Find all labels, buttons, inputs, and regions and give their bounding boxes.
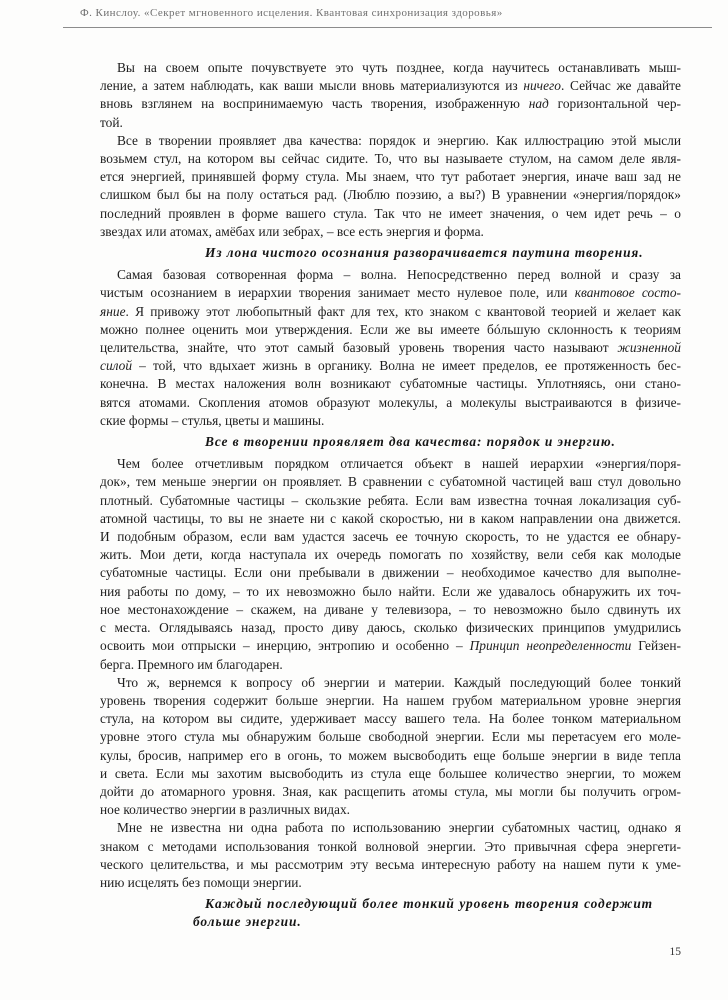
text-line — [100, 114, 681, 132]
text-line — [100, 747, 681, 765]
text-run: Все в творении проявляет два качества: порядок и энергию. Как иллюстрацию этой мысли — [117, 132, 681, 148]
page-number: 15 — [669, 946, 681, 958]
text-run: Все в творении проявляет два качества: порядок и энергию. — [205, 434, 616, 450]
text-line — [100, 765, 681, 783]
text-line — [100, 528, 681, 546]
text-line — [100, 375, 681, 393]
italic-text: квантовое состо- — [574, 285, 682, 301]
pull-quote — [193, 244, 653, 262]
text-line — [100, 492, 681, 510]
text-run: ное количество энергии в различных видах. — [100, 802, 350, 818]
text-run: – той, что вдыхает жизнь в органику. Волна не имеет пределов, ее протяженность бес- — [132, 358, 681, 374]
text-run: ские формы – стулья, цветы и машины. — [100, 412, 325, 428]
text-run: кулы, бросив, например его в огонь, то можем высвободить еще больше энергии в виде тепла — [100, 747, 681, 763]
text-line — [100, 412, 681, 430]
text-run: Мне не известна ни одна работа по использованию энергии субатомных частиц, однако я — [117, 820, 681, 836]
text-line — [100, 564, 681, 582]
pull-quote — [193, 895, 653, 931]
text-line — [193, 895, 653, 913]
italic-text: яние — [100, 303, 126, 319]
text-run: . Сейчас же давайте — [560, 78, 681, 94]
text-line — [193, 244, 653, 262]
text-run: Вы на своем опыте почувствуете это чуть позднее, когда научитесь останавливать мыш- — [117, 60, 681, 75]
italic-text: силой — [100, 358, 133, 374]
text-line — [100, 394, 681, 412]
pull-quote — [193, 433, 653, 451]
text-run: Из лона чистого осознания разворачивается паутина творения. — [205, 245, 644, 261]
text-line — [193, 433, 653, 451]
text-line — [100, 546, 681, 564]
text-line — [100, 303, 681, 321]
italic-text: ничего — [523, 78, 561, 94]
text-line — [100, 619, 681, 637]
text-line — [100, 284, 681, 302]
paragraph — [100, 132, 681, 241]
text-run: можно полнее оценить мои утверждения. Если же вы имеете бóльшую склонность к теориям — [100, 321, 681, 337]
text-run: дойти до атомарного уровня. Зная, как расщепить атомы стула, мы могли бы получить огром- — [100, 783, 681, 799]
paragraph — [100, 59, 681, 132]
text-run: ется энергией, принявшей форму стула. Мы знаем, что тут работает энергия, иначе ваш зад не — [100, 169, 681, 185]
text-line — [100, 132, 681, 150]
text-run: вятся атомами. Скопления атомов образуют молекулы, а молекулы выстраиваются в физиче- — [100, 394, 681, 410]
text-run: атомной частицы, то вы не знаете ни с какой скоростью, ни в каком направлении она движется. — [100, 510, 681, 526]
text-run: Гейзен- — [631, 638, 681, 654]
text-run: субатомные частицы. Если они пребывали в движении – необходимое качество для выполне- — [100, 565, 681, 581]
text-line — [100, 692, 681, 710]
text-line — [100, 77, 681, 95]
paragraph — [100, 455, 681, 673]
text-line — [100, 168, 681, 186]
italic-text: над — [528, 96, 549, 112]
text-line — [100, 801, 681, 819]
text-line — [100, 583, 681, 601]
text-line — [100, 874, 681, 892]
text-run: ление, а затем наблюдать, как ваши мысли вновь материализуются из — [100, 78, 524, 94]
text-line — [100, 321, 681, 339]
text-run: слишком был бы на полу остаться рад. (Люблю поэзию, а вы?) В уравнении «энергия/порядок» — [100, 187, 681, 203]
text-line — [100, 710, 681, 728]
text-line — [100, 510, 681, 528]
text-run: ческого целительства, и мы рассмотрим эту весьма интересную работу на нашем пути к уме- — [100, 856, 681, 872]
text-run: док», тем меньше энергии он проявляет. В сравнении с субатомной частицей ваш стул довольно — [100, 474, 681, 490]
text-line — [100, 656, 681, 674]
body-text — [100, 59, 681, 936]
text-run: Чем более отчетливым порядком отличается объект в нашей иерархии «энергия/поря- — [117, 456, 681, 472]
text-line — [193, 913, 653, 931]
text-run: возьмем стул, на котором вы сейчас сидите. То, что вы называете стулом, на самом деле явля- — [100, 151, 681, 167]
text-run: и света. Если мы захотим высвободить из стула еще большее количество энергии, то можем — [100, 765, 681, 781]
header-rule — [63, 27, 712, 28]
text-line — [100, 59, 681, 77]
text-line — [100, 637, 681, 655]
text-run: целительства, знайте, что этот самый базовый уровень творения часто называют — [100, 340, 618, 356]
text-run: знаком с методами использования тонкой волновой энергии. Это привычная сфера энергети- — [100, 838, 681, 854]
text-run: ния работы по дому, – то их невозможно было найти. Если же удавалось обнаружить их точ- — [100, 583, 681, 599]
text-run: больше энергии. — [193, 914, 302, 930]
text-run: Каждый последующий более тонкий уровень творения содержит — [205, 896, 653, 912]
text-line — [100, 819, 681, 837]
text-line — [100, 266, 681, 284]
text-run: уровень творения содержит больше энергии. На нашем грубом материальном уровне энергия — [100, 692, 681, 708]
text-line — [100, 783, 681, 801]
text-run: освоить мои отпрыски – инерцию, энтропию и особенно – — [100, 638, 470, 654]
text-run: берга. Премного им благодарен. — [100, 656, 283, 672]
text-run: конечна. В местах наложения волн возникают субатомные частицы. Уплотняясь, они стано- — [100, 376, 681, 392]
text-line — [100, 223, 681, 241]
text-line — [100, 455, 681, 473]
text-run: той. — [100, 114, 123, 130]
text-line — [100, 473, 681, 491]
italic-text: жизненной — [617, 340, 681, 356]
text-run: вновь взглянем на воспринимаемую часть творения, изображенную — [100, 96, 529, 112]
text-line — [100, 357, 681, 375]
text-line — [100, 674, 681, 692]
text-run: горизонтальной чер- — [548, 96, 681, 112]
text-run: нию исцелять без помощи энергии. — [100, 874, 302, 890]
text-run: ное местонахождение – скажем, на диване у телевизора, – то невозможно было сдвинуть их — [100, 601, 681, 617]
text-line — [100, 601, 681, 619]
text-line — [100, 186, 681, 204]
text-run: И подобным образом, если вам удастся засечь ее точную скорость, то не удастся ее обнару- — [100, 529, 681, 545]
text-run: уровне этого стула мы обнаружим больше свободной энергии. Если мы перетасуем его моле- — [100, 729, 681, 745]
text-run: звездах или атомах, амёбах или зебрах, – все есть энергия и форма. — [100, 223, 484, 239]
text-run: последний проявлен в форме вашего стула. Так что не имеет значения, о чем идет речь – о — [100, 205, 681, 221]
paragraph — [100, 674, 681, 820]
text-line — [100, 150, 681, 168]
text-run: Что ж, вернемся к вопросу об энергии и материи. Каждый последующий более тонкий — [117, 674, 681, 690]
text-line — [100, 728, 681, 746]
text-run: с места. Оглядываясь назад, просто диву даюсь, сколько физических принципов умудрились — [100, 620, 681, 636]
text-run: стула, на котором вы сидите, удерживает массу вашего тела. На более тонком материальном — [100, 711, 681, 727]
running-header: Ф. Кинслоу. «Секрет мгновенного исцеления. Квантовая синхронизация здоровья» — [80, 7, 503, 19]
text-run: плотный. Субатомные частицы – скользкие ребята. Если вам известна точная локализация суб- — [100, 492, 681, 508]
text-line — [100, 856, 681, 874]
text-run: . Я привожу этот любопытный факт для тех, кто знаком с квантовой теорией и желает как — [125, 303, 681, 319]
paragraph — [100, 266, 681, 430]
text-run: жить. Мои дети, когда наступала их очередь помогать по хозяйству, вели себя как молодые — [100, 547, 681, 563]
text-run: чистым осознанием в иерархии творения занимает место нулевое поле, или — [100, 285, 575, 301]
paragraph — [100, 819, 681, 892]
text-line — [100, 205, 681, 223]
text-line — [100, 339, 681, 357]
italic-text: Принцип неопределенности — [469, 638, 632, 654]
text-line — [100, 838, 681, 856]
text-line — [100, 95, 681, 113]
text-run: Самая базовая сотворенная форма – волна. Непосредственно перед волной и сразу за — [117, 267, 681, 283]
